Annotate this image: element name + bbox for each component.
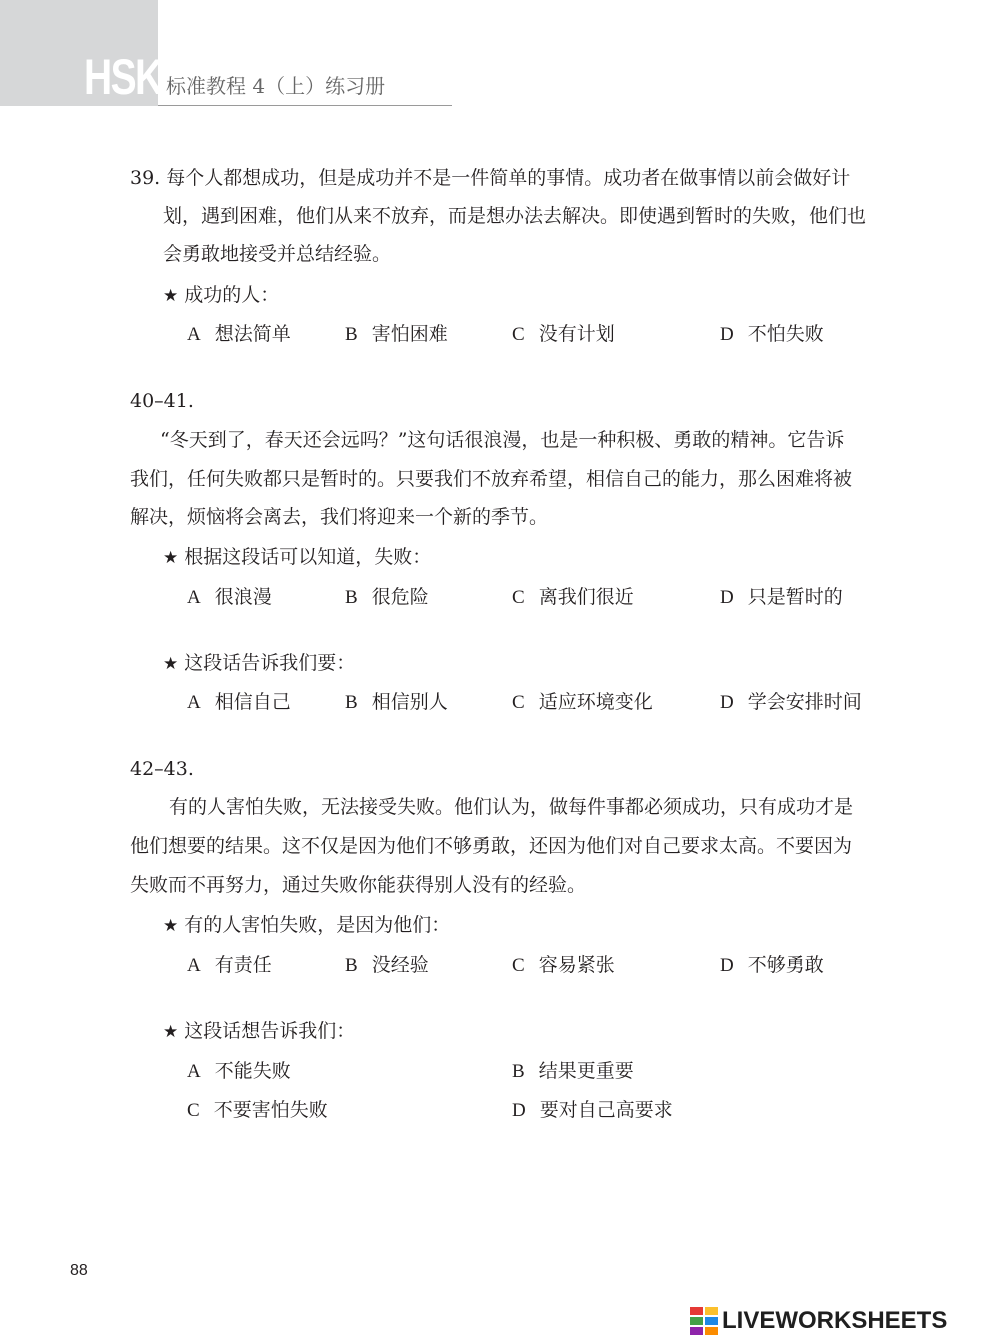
star-icon: ★	[163, 1022, 179, 1042]
q40-question	[163, 548, 431, 567]
liveworksheets-watermark	[690, 1306, 992, 1336]
q43-option-b[interactable]: B 结果更重要	[512, 1060, 634, 1082]
q39-passage-line-2: 划，遇到困难，他们从来不放弃，而是想办法去解决。即使遇到暂时的失败，他们也	[163, 205, 867, 227]
q40-41-passage-line-1: “冬天到了，春天还会远吗？”这句话很浪漫，也是一种积极、勇敢的精神。它告诉	[160, 429, 845, 451]
star-icon: ★	[163, 916, 179, 936]
q40-41-passage-line-2: 我们，任何失败都只是暂时的。只要我们不放弃希望，相信自己的能力，那么困难将被	[130, 468, 853, 490]
q43-option-d[interactable]: D 要对自己高要求	[512, 1099, 673, 1121]
page-number: 88	[70, 1262, 88, 1279]
q39-question	[163, 286, 279, 305]
q42-option-b[interactable]: B 没经验	[345, 954, 429, 976]
header-divider	[158, 105, 452, 106]
watermark-text: LIVEWORKSHEETS	[722, 1307, 948, 1334]
q42-option-a[interactable]: A 有责任	[187, 954, 272, 976]
q42-43-number: 42–43.	[130, 758, 194, 780]
q42-question-text: 有的人害怕失败，是因为他们：	[184, 914, 451, 936]
q42-43-passage-line-2: 他们想要的结果。这不仅是因为他们不够勇敢，还因为他们对自己要求太高。不要因为	[130, 835, 853, 857]
star-icon: ★	[163, 548, 179, 568]
q40-option-d[interactable]: D 只是暂时的	[720, 586, 843, 608]
q39-option-a[interactable]: A 想法简单	[187, 323, 291, 345]
book-title: 标准教程 4（上）练习册	[166, 74, 386, 98]
q41-option-a[interactable]: A 相信自己	[187, 691, 291, 713]
q42-43-passage-line-1: 有的人害怕失败，无法接受失败。他们认为，做每件事都必须成功，只有成功才是	[169, 796, 854, 818]
q41-option-b[interactable]: B 相信别人	[345, 691, 448, 713]
q40-option-c[interactable]: C 离我们很近	[512, 586, 634, 608]
q40-option-b[interactable]: B 很危险	[345, 586, 429, 608]
q39-passage-line-1: 39. 每个人都想成功，但是成功并不是一件简单的事情。成功者在做事情以前会做好计	[130, 167, 851, 189]
q42-question	[163, 916, 450, 935]
q40-41-passage-line-3: 解决，烦恼将会离去，我们将迎来一个新的季节。	[130, 506, 549, 528]
q42-43-passage-line-3: 失败而不再努力，通过失败你能获得别人没有的经验。	[130, 874, 587, 896]
q43-question-text: 这段话想告诉我们：	[184, 1020, 356, 1042]
q41-option-d[interactable]: D 学会安排时间	[720, 691, 862, 713]
q40-option-a[interactable]: A 很浪漫	[187, 586, 272, 608]
q39-option-d[interactable]: D 不怕失败	[720, 323, 824, 345]
q41-option-c[interactable]: C 适应环境变化	[512, 691, 653, 713]
q40-question-text: 根据这段话可以知道，失败：	[184, 546, 432, 568]
star-icon: ★	[163, 286, 179, 306]
star-icon: ★	[163, 654, 179, 674]
q39-option-b[interactable]: B 害怕困难	[345, 323, 448, 345]
q41-question-text: 这段话告诉我们要：	[184, 652, 356, 674]
q39-question-text: 成功的人：	[184, 284, 280, 306]
q41-question	[163, 654, 355, 673]
q40-41-number: 40–41.	[130, 390, 194, 412]
q42-option-d[interactable]: D 不够勇敢	[720, 954, 824, 976]
liveworksheets-logo-icon	[690, 1307, 718, 1335]
q39-passage-line-3: 会勇敢地接受并总结经验。	[163, 243, 392, 265]
q39-option-c[interactable]: C 没有计划	[512, 323, 615, 345]
q43-question	[163, 1022, 355, 1041]
q43-option-a[interactable]: A 不能失败	[187, 1060, 291, 1082]
q43-option-c[interactable]: C 不要害怕失败	[187, 1099, 328, 1121]
hsk-logo: HSK	[84, 49, 162, 105]
q42-option-c[interactable]: C 容易紧张	[512, 954, 615, 976]
